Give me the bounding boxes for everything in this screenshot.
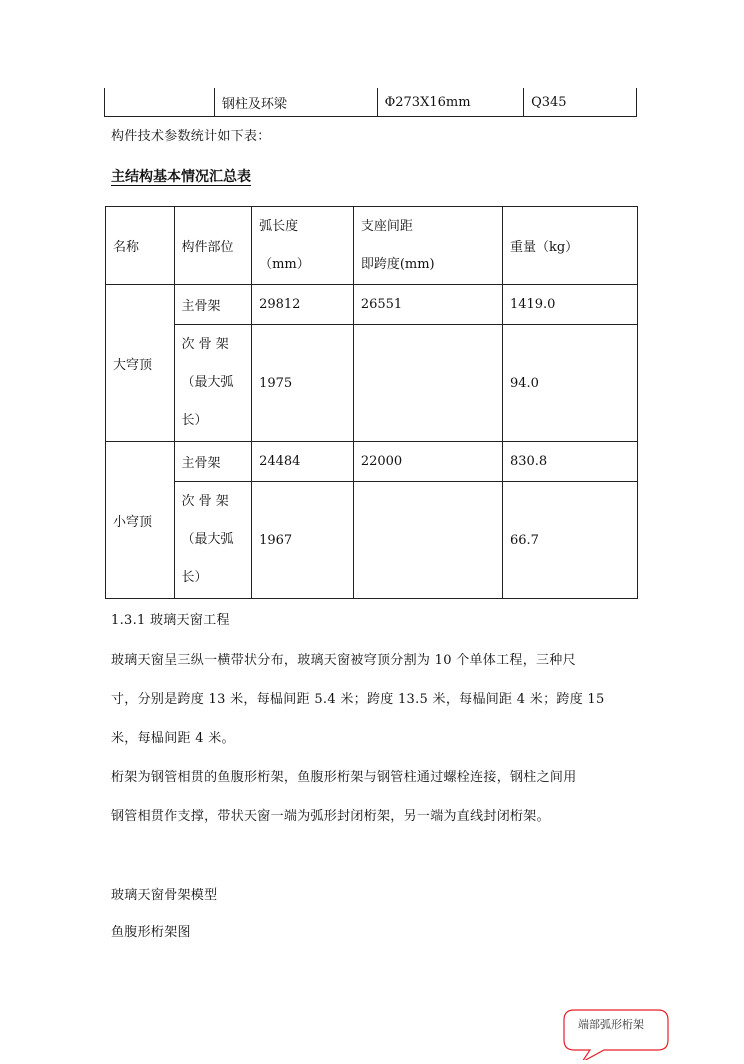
- figure-caption-model: 玻璃天窗骨架模型: [111, 888, 218, 903]
- part-line: （最大弧: [181, 532, 234, 547]
- table-row: [106, 325, 638, 442]
- header-weight: 重量（kg）: [502, 207, 637, 285]
- part-cell: [174, 325, 252, 442]
- span-cell: 22000: [353, 442, 502, 482]
- arc-cell: 29812: [252, 285, 354, 325]
- part-cell: [174, 482, 252, 599]
- part-line: 长）: [181, 413, 208, 428]
- group-name-large-dome: 大穹顶: [106, 285, 175, 442]
- span-cell: 26551: [353, 285, 502, 325]
- header-support: [353, 207, 502, 285]
- arc-cell: 1975: [252, 325, 354, 442]
- header-support-line2: 即跨度(mm): [360, 256, 435, 272]
- header-arc: [252, 207, 354, 285]
- paragraph2-line2: 钢管相贯作支撑，带状天窗一端为弧形封闭桁架，另一端为直线封闭桁架。: [111, 809, 550, 824]
- header-name: 名称: [106, 207, 175, 285]
- header-part: 构件部位: [174, 207, 252, 285]
- table-row: [106, 442, 638, 482]
- header-row: [106, 207, 638, 285]
- paragraph1-line2: 寸，分别是跨度 13 米，每榀间距 5.4 米；跨度 13.5 米，每榀间距 4 米；跨度 15: [111, 692, 605, 707]
- arc-cell: 24484: [252, 442, 354, 482]
- header-arc-line1: 弧长度: [259, 218, 299, 234]
- arc-cell: 1967: [252, 482, 354, 599]
- weight-cell: 1419.0: [502, 285, 637, 325]
- weight-cell: 94.0: [502, 325, 637, 442]
- part-line: 次 骨 架: [181, 494, 229, 509]
- figure-caption-truss: 鱼腹形桁架图: [111, 925, 191, 940]
- intro-line: 构件技术参数统计如下表：: [111, 129, 271, 144]
- table-row: [106, 482, 638, 599]
- table-title: 主结构基本情况汇总表: [111, 169, 251, 185]
- callout-text: 端部弧形桁架: [578, 1018, 644, 1031]
- part-line: 长）: [181, 570, 208, 585]
- weight-cell: 66.7: [502, 482, 637, 599]
- span-cell: [353, 325, 502, 442]
- paragraph2-line1: 桁架为钢管相贯的鱼腹形桁架，鱼腹形桁架与钢管柱通过螺栓连接，钢柱之间用: [111, 770, 577, 785]
- part-line: （最大弧: [181, 375, 234, 390]
- fragment-cell-3: Φ273X16mm: [377, 88, 523, 117]
- table-row: [106, 285, 638, 325]
- weight-cell: 830.8: [502, 442, 637, 482]
- paragraph1-line1: 玻璃天窗呈三纵一横带状分布，玻璃天窗被穹顶分割为 10 个单体工程，三种尺: [111, 653, 576, 668]
- previous-table-fragment: [104, 88, 637, 117]
- header-support-line1: 支座间距: [360, 218, 413, 234]
- header-arc-line2: （mm）: [259, 256, 310, 272]
- part-line: 次 骨 架: [181, 337, 229, 352]
- fragment-cell-1: [105, 88, 215, 117]
- paragraph1-line3: 米，每榀间距 4 米。: [111, 731, 235, 746]
- group-name-small-dome: 小穹顶: [106, 442, 175, 599]
- callout-bubble: [560, 1000, 672, 1060]
- part-cell: 主骨架: [174, 285, 252, 325]
- fragment-cell-2: 钢柱及环梁: [214, 88, 377, 117]
- part-cell: 主骨架: [174, 442, 252, 482]
- fragment-cell-4: Q345: [524, 88, 637, 117]
- summary-table: [105, 206, 638, 599]
- section-heading: 1.3.1 玻璃天窗工程: [111, 613, 230, 628]
- span-cell: [353, 482, 502, 599]
